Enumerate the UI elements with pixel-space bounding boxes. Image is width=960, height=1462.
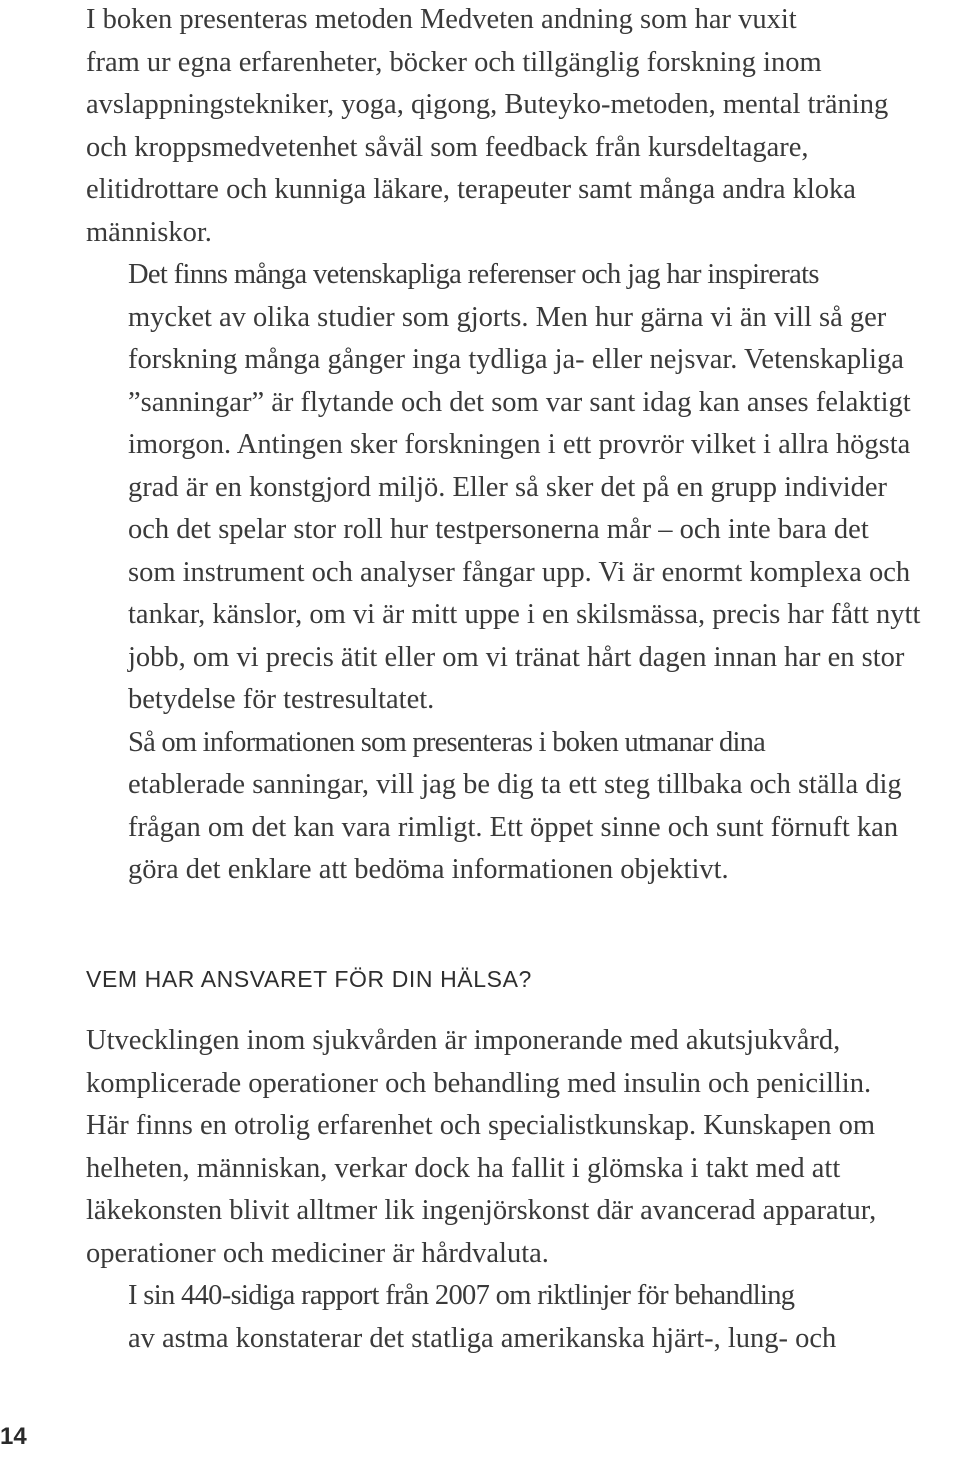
text-line: komplicerade operationer och behandling med insulin och penicillin. <box>86 1067 872 1099</box>
text-line: jobb, om vi precis ätit eller om vi tränat hårt dagen innan har en stor <box>128 641 905 673</box>
text-line: forskning många gånger inga tydliga ja- eller nejsvar. Vetenskapliga <box>128 344 904 375</box>
text-line: elitidrottare och kunniga läkare, terapeuter samt många andra kloka <box>86 174 856 205</box>
text-line: ”sanningar” är flytande och det som var sant idag kan anses felaktigt <box>128 386 911 418</box>
text-line: avslappningstekniker, yoga, qigong, Buteyko-metoden, mental träning <box>86 89 889 120</box>
paragraph-research <box>86 254 950 722</box>
text-line: grad är en konstgjord miljö. Eller så sker det på en grupp individer <box>128 471 888 503</box>
text-line: och kroppsmedvetenhet såväl som feedback från kursdeltagare, <box>86 131 809 163</box>
body-text-health <box>86 1020 950 1360</box>
text-line: etablerade sanningar, vill jag be dig ta ett steg tillbaka och ställa dig <box>128 769 902 800</box>
text-line: imorgon. Antingen sker forskningen i ett provrör vilket i allra högsta <box>128 429 911 460</box>
text-line: operationer och mediciner är hårdvaluta. <box>86 1237 549 1269</box>
text-line: som instrument och analyser fångar upp. Vi är enormt komplexa och <box>128 556 911 588</box>
text-line: fram ur egna erfarenheter, böcker och tillgänglig forskning inom <box>86 46 822 78</box>
paragraph-method <box>86 0 950 254</box>
section-heading: VEM HAR ANSVARET FÖR DIN HÄLSA? <box>86 966 532 992</box>
text-line: Här finns en otrolig erfarenhet och specialistkunskap. Kunskapen om <box>86 1110 876 1141</box>
text-line: mycket av olika studier som gjorts. Men hur gärna vi än vill så ger <box>128 301 887 333</box>
page-number: 14 <box>0 1423 27 1450</box>
text-line: I sin 440-sidiga rapport från 2007 om riktlinjer för behandling <box>128 1280 795 1311</box>
paragraph-healthcare <box>86 1020 950 1275</box>
text-line: och det spelar stor roll hur testpersonerna mår – och inte bara det <box>128 514 869 545</box>
text-line: Utvecklingen inom sjukvården är imponerande med akutsjukvård, <box>86 1025 841 1056</box>
text-line: människor. <box>86 216 212 248</box>
text-line: Det finns många vetenskapliga referenser och jag har inspirerats <box>128 259 819 290</box>
text-line: helheten, människan, verkar dock ha fallit i glömska i takt med att <box>86 1152 841 1184</box>
text-line: läkekonsten blivit alltmer lik ingenjörskonst där avancerad apparatur, <box>86 1195 877 1226</box>
text-line: av astma konstaterar det statliga amerikanska hjärt-, lung- och <box>128 1322 837 1354</box>
text-line: Så om informationen som presenteras i boken utmanar dina <box>128 726 766 758</box>
body-text-intro <box>86 0 950 892</box>
text-line: I boken presenteras metoden Medveten andning som har vuxit <box>86 4 797 35</box>
paragraph-open-mind <box>86 722 950 892</box>
text-line: göra det enklare att bedöma informationen objektivt. <box>128 854 729 885</box>
text-line: tankar, känslor, om vi är mitt uppe i en skilsmässa, precis har fått nytt <box>128 599 921 630</box>
text-line: betydelse för testresultatet. <box>128 684 435 715</box>
paragraph-asthma-report <box>86 1275 950 1360</box>
text-line: frågan om det kan vara rimligt. Ett öppet sinne och sunt förnuft kan <box>128 811 899 843</box>
